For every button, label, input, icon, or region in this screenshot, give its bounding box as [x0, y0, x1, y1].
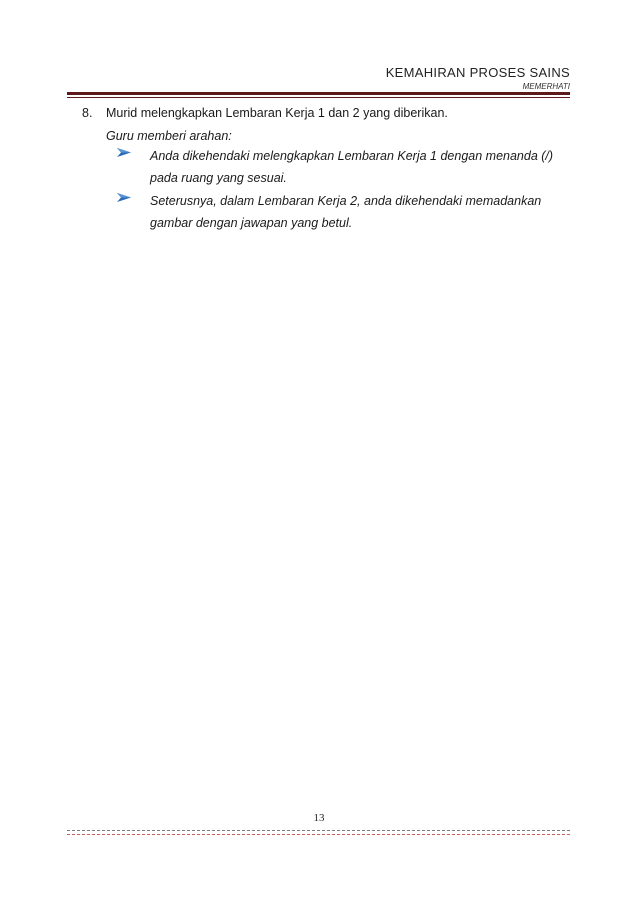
header-rule-thin — [67, 97, 570, 98]
arrow-bullet-icon — [117, 193, 131, 202]
header-title: KEMAHIRAN PROSES SAINS — [385, 65, 570, 80]
footer-divider — [67, 830, 570, 831]
bullet-line: gambar dengan jawapan yang betul. — [150, 216, 353, 230]
footer-divider — [67, 834, 570, 835]
guidance-intro: Guru memberi arahan: — [106, 129, 232, 143]
bullet-text — [150, 145, 580, 189]
header-rule-thick — [67, 92, 570, 95]
arrow-bullet-icon — [117, 148, 131, 157]
bullet-text — [150, 190, 580, 234]
numbered-item — [82, 106, 448, 120]
bullet-line: pada ruang yang sesuai. — [150, 171, 287, 185]
bullet-line: Seterusnya, dalam Lembaran Kerja 2, anda dikehendaki memadankan — [150, 194, 542, 208]
bullet-line: Anda dikehendaki melengkapkan Lembaran Kerja 1 dengan menanda (/) — [150, 149, 554, 163]
item-text: Murid melengkapkan Lembaran Kerja 1 dan 2 yang diberikan. — [106, 106, 448, 120]
header-subtitle: MEMERHATI — [522, 82, 570, 91]
page-number: 13 — [313, 812, 325, 824]
item-number: 8. — [82, 106, 93, 120]
